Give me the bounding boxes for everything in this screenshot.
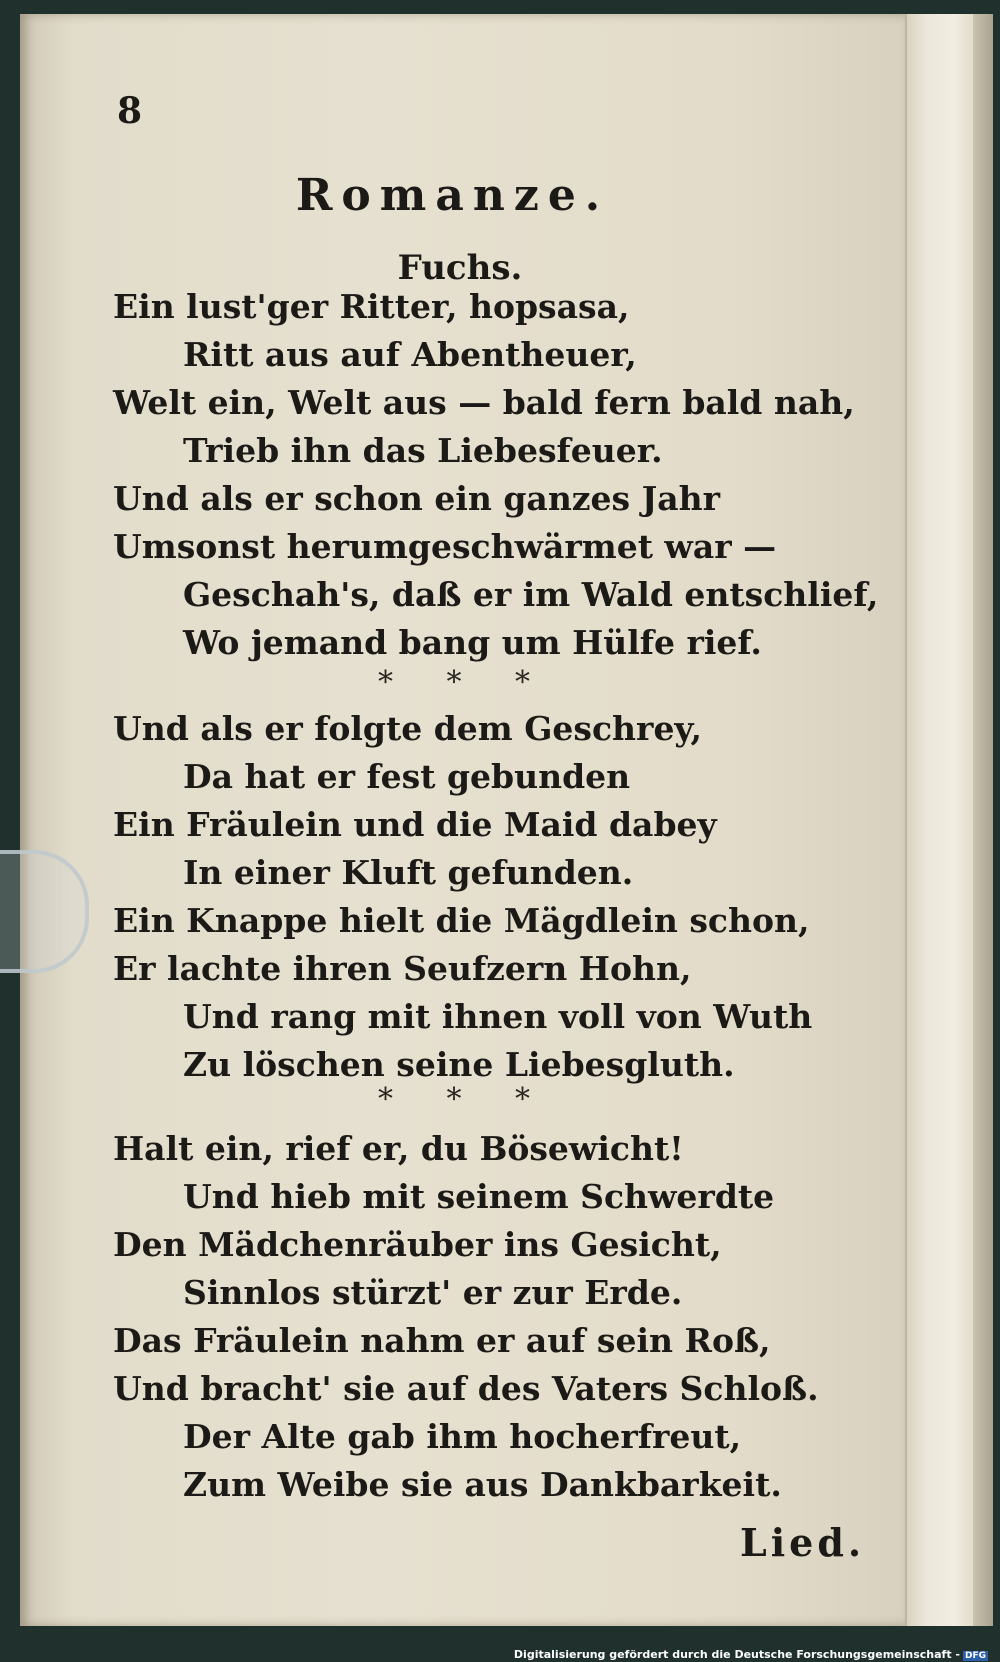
poem-line: Der Alte gab ihm hocherfreut, [183,1417,742,1456]
footer-text: Digitalisierung gefördert durch die Deutsche Forschungsgemeinschaft - [513,1648,960,1661]
poem-line: Er lachte ihren Seufzern Hohn, [113,949,692,988]
stanza-2 [113,705,812,1089]
poem-line: Ein lust'ger Ritter, hopsasa, [113,287,630,326]
poem-line: Sinnlos stürzt' er zur Erde. [183,1273,683,1312]
poem-line: Umsonst herumgeschwärmet war — [113,527,777,566]
poem-line: Welt ein, Welt aus — bald fern bald nah, [113,383,855,422]
poem-line: Und als er schon ein ganzes Jahr [113,479,720,518]
book-spine-edge [973,14,993,1626]
poem-line: In einer Kluft gefunden. [183,853,634,892]
poem-line: Und rang mit ihnen voll von Wuth [183,997,813,1036]
catchword: Lied. [740,1520,866,1565]
poem-line: Zu löschen seine Liebesgluth. [183,1045,735,1084]
poem-title: Romanze. [295,170,610,221]
asterism-2: * * * [377,1082,553,1117]
stanza-1 [113,283,878,667]
poem-line: Ein Fräulein und die Maid dabey [113,805,717,844]
poem-line: Geschah's, daß er im Wald entschlief, [183,575,879,614]
poem-line: Und hieb mit seinem Schwerdte [183,1177,775,1216]
poem-line: Wo jemand bang um Hülfe rief. [183,623,762,662]
poem-line: Ritt aus auf Abentheuer, [183,335,637,374]
poem-line: Das Fräulein nahm er auf sein Roß, [113,1321,771,1360]
poem-line: Und als er folgte dem Geschrey, [113,709,702,748]
poem-line: Trieb ihn das Liebesfeuer. [183,431,663,470]
poem-line: Zum Weibe sie aus Dankbarkeit. [183,1465,782,1504]
poem-line: Halt ein, rief er, du Bösewicht! [113,1129,684,1168]
poem-line: Ein Knappe hielt die Mägdlein schon, [113,901,810,940]
asterism-1: * * * [377,665,553,700]
poem-line: Da hat er fest gebunden [183,757,631,796]
poem-author: Fuchs. [397,248,523,288]
page-number: 8 [117,90,143,132]
poem-line: Den Mädchenräuber ins Gesicht, [113,1225,722,1264]
dfg-logo: DFG [964,1651,986,1661]
stanza-3 [113,1125,819,1509]
digitization-footer [514,1648,988,1661]
poem-line: Und bracht' sie auf des Vaters Schloß. [113,1369,819,1408]
